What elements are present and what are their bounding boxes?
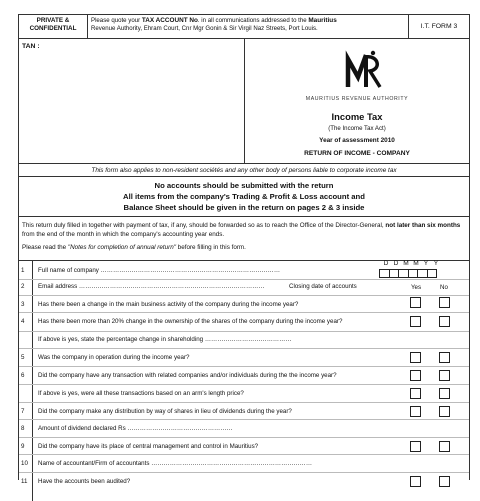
q9-no-checkbox[interactable] (439, 441, 450, 452)
question-text: Was the company in operation during the income year? (38, 354, 190, 361)
q4-yes-checkbox[interactable] (410, 316, 421, 327)
yes-column-label: Yes (411, 284, 422, 291)
instr-p2-a: Please read the (22, 244, 68, 251)
date-letter: M (403, 260, 409, 267)
q11-yes-checkbox[interactable] (410, 476, 421, 487)
notice-block (19, 164, 469, 217)
classification-line2: CONFIDENTIAL (29, 25, 77, 32)
closing-date-input[interactable] (380, 269, 437, 278)
question-text: Did the company make any distribution by way of shares in lieu of dividends during the year? (38, 408, 292, 415)
payment-instructions (19, 217, 469, 239)
assessment-year: Year of assessment 2010 (319, 137, 395, 144)
question-text[interactable]: Amount of dividend declared Rs …………………………………………… (38, 425, 233, 432)
question-number: 5 (21, 354, 25, 361)
date-letter: M (413, 260, 419, 267)
notice-pre: Please quote your (91, 17, 142, 24)
question-number: 1 (21, 267, 25, 274)
question-text[interactable]: If above is yes, state the percentage change in shareholding …………………………………… (38, 336, 292, 343)
q6b-no-checkbox[interactable] (439, 388, 450, 399)
question-number: 7 (21, 408, 25, 415)
q5-yes-checkbox[interactable] (410, 352, 421, 363)
notice-line2: Revenue Authority, Ehram Court, Cnr Mgr Gonin & Sir Virgil Naz Streets, Port Louis. (91, 25, 318, 32)
date-letter: D (383, 260, 389, 267)
form-title: Income Tax (331, 111, 383, 122)
notice-line-1: No accounts should be submitted with the return (154, 181, 334, 190)
question-text: Has there been a change in the main business activity of the company during the income year? (38, 301, 299, 308)
q6-no-checkbox[interactable] (439, 370, 450, 381)
question-number: 2 (21, 283, 25, 290)
closing-date-label: Closing date of accounts (289, 283, 357, 290)
instr-p1-b: from the end of the month in which the company's accounting year ends. (22, 231, 225, 238)
question-text: Have the accounts been audited? (38, 478, 131, 485)
act-reference: (The Income Tax Act) (328, 125, 386, 132)
q4-no-checkbox[interactable] (439, 316, 450, 327)
date-letter: D (393, 260, 399, 267)
form-header (19, 15, 469, 39)
notice-line-2: All items from the company's Trading & Profit & Loss account and (123, 192, 365, 201)
question-number: 11 (21, 478, 28, 485)
question-text[interactable]: Full name of company …………………………………………………………………………… (38, 267, 281, 274)
mra-logo-icon (344, 47, 384, 93)
form-id: I.T. FORM 3 (420, 23, 458, 30)
q6b-yes-checkbox[interactable] (410, 388, 421, 399)
classification-line1: PRIVATE & (36, 17, 70, 24)
notice-bold1: TAX ACCOUNT N (141, 17, 195, 24)
instr-p2-b: before filling in this form. (175, 244, 246, 251)
question-text: Did the company have any transaction with related companies and/or individuals during the the income year? (38, 372, 337, 379)
q3-yes-checkbox[interactable] (410, 297, 421, 308)
instr-p1-bold: not later than six months (385, 222, 461, 229)
question-number: 9 (21, 443, 25, 450)
no-column-label: No (440, 284, 448, 291)
question-text[interactable]: Name of accountant/Firm of accountants …………………………………………………………………… (38, 460, 313, 467)
applies-notice: This form also applies to non-resident sociétés and any other body of persons liable to corporate income tax (91, 167, 397, 174)
tan-field[interactable] (19, 39, 245, 163)
return-type: RETURN OF INCOME - COMPANY (304, 150, 410, 157)
questions-section (19, 261, 469, 501)
question-number: 10 (21, 460, 28, 467)
date-format-labels (381, 260, 441, 267)
submission-notice (19, 176, 469, 213)
classification-box (19, 15, 88, 38)
authority-block (245, 39, 469, 163)
instr-p2-italic: "Notes for completion of annual return" (67, 244, 176, 251)
quote-notice (88, 15, 409, 38)
notice-bold2: Mauritius (308, 17, 337, 24)
question-text[interactable]: Email address ……………………………………………………………………………… (38, 283, 265, 290)
question-text: Has there been more than 20% change in the ownership of the shares of the company during the income year? (38, 318, 343, 325)
question-number: 6 (21, 372, 25, 379)
q6-yes-checkbox[interactable] (410, 370, 421, 381)
notice-o: o (194, 17, 198, 24)
q7-no-checkbox[interactable] (439, 406, 450, 417)
read-notes-instruction (19, 239, 469, 261)
question-text: Did the company have its place of central management and control in Mauritius? (38, 443, 259, 450)
identification-block (19, 39, 469, 164)
tax-form-page (18, 14, 470, 485)
date-letter: Y (423, 260, 429, 267)
q3-no-checkbox[interactable] (439, 297, 450, 308)
instr-p1-a: This return duly filled in together with payment of tax, if any, should be forwarded so as to reach the Office of the Director-General, (22, 222, 384, 229)
question-number: 4 (21, 318, 25, 325)
tan-label: TAN : (22, 43, 40, 50)
q11-no-checkbox[interactable] (439, 476, 450, 487)
question-number: 3 (21, 301, 25, 308)
q7-yes-checkbox[interactable] (410, 406, 421, 417)
q5-no-checkbox[interactable] (439, 352, 450, 363)
q9-yes-checkbox[interactable] (410, 441, 421, 452)
notice-mid: . in all communications addressed to the (197, 17, 309, 24)
question-number: 8 (21, 425, 25, 432)
authority-name: MAURITIUS REVENUE AUTHORITY (305, 96, 409, 102)
question-text: If above is yes, were all these transactions based on an arm's length price? (38, 390, 244, 397)
notice-line-3: Balance Sheet should be given in the return on pages 2 & 3 inside (123, 203, 365, 212)
date-letter: Y (433, 260, 439, 267)
